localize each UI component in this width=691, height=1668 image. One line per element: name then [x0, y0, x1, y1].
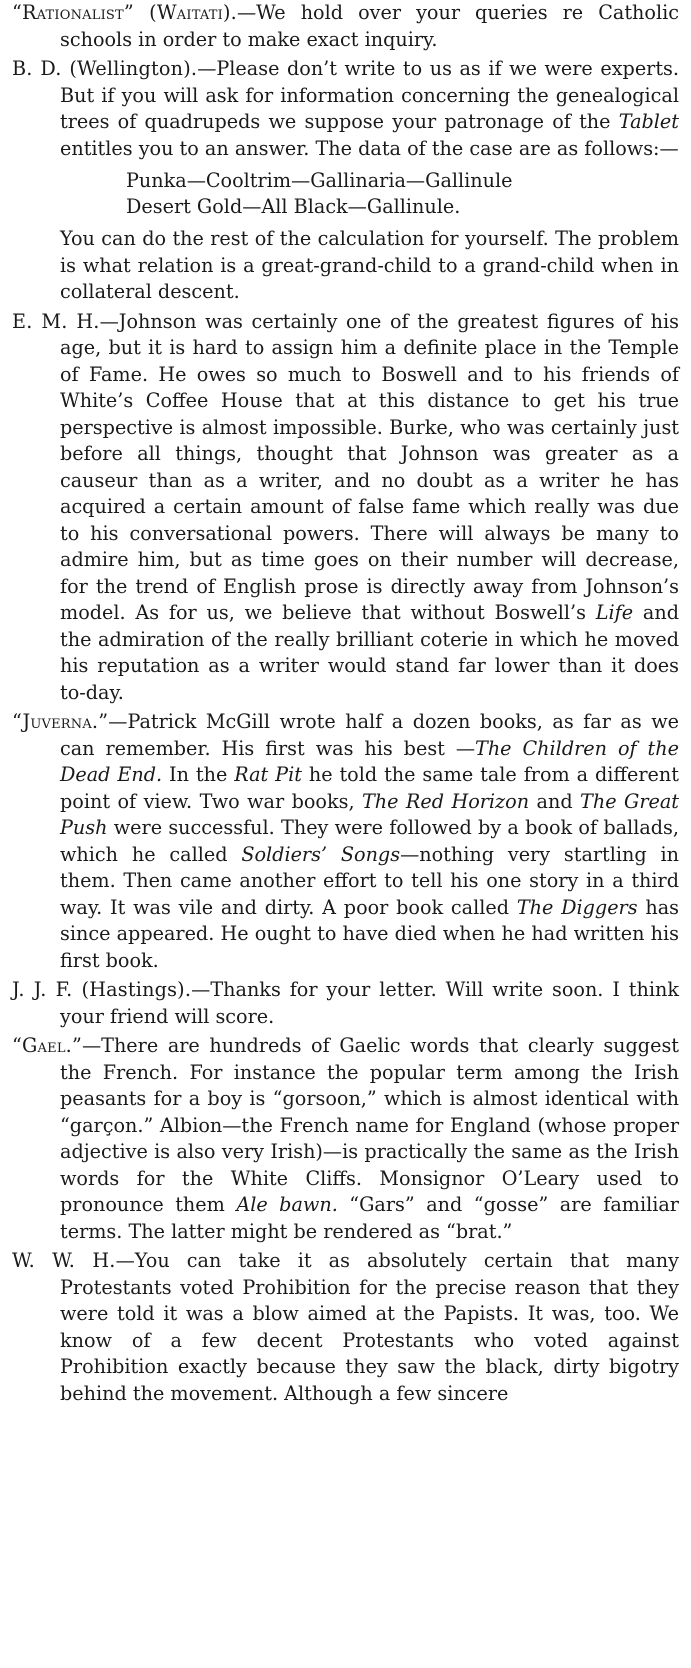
italic-title: The Great Push: [60, 789, 680, 839]
entry-heading: “Juverna.”: [12, 710, 109, 733]
italic-title: The Red Horizon: [361, 789, 530, 813]
italic-title: The Diggers: [516, 895, 638, 919]
italic-title: The Children of the Dead End.: [60, 736, 679, 786]
entry-heading: J. J. F. (Hastings).: [12, 978, 192, 1001]
entry-rationalist: [8, 0, 679, 53]
entry-body: —Thanks for your letter. Will write soon. I think your friend will score.: [60, 978, 679, 1028]
entry-body: In the: [162, 763, 235, 786]
entry-body: —Johnson was certainly one of the greatest figures of his age, but it is hard to assign him a definite place in the Temple of Fame. He owes so much to Boswell and to his friends of White’s Coffee House that at this distance to get his true perspective is almost impossible. Burke, who was certainly just before all things, thought that Johnson was greater as a causeur than as a writer, and no doubt as a writer he has acquired a certain amount of false fame which really was due to his conversational powers. There will always be many to admire him, but as time goes on their number will decrease, for the trend of English prose is directly away from Johnson’s model. As for us, we believe that without Boswell’s: [60, 309, 679, 624]
entry-heading: W. W. H.: [12, 1249, 116, 1272]
entry-body: and: [529, 789, 581, 813]
entry-body: —You can take it as absolutely certain that many Protestants voted Prohibition for the precise reason that they were told it was a blow aimed at the Papists. It was, too. We know of a few decent Protestants who voted against Prohibition exactly because they saw the black, dirty bigotry behind the movement. Although a few sincere: [60, 1249, 680, 1405]
entry-body: “Gars” and “gosse” are familiar terms. The latter might be rendered as “brat.”: [60, 1193, 679, 1243]
entry-emh: [8, 309, 679, 707]
entry-body: and the admiration of the really brilliant coterie in which he moved his reputation as a writer would stand far lower than it does to-day.: [60, 601, 679, 704]
entry-body: —nothing very startling in them. Then came another effort to tell his one story in a third way. It was vile and dirty. A poor book called: [60, 842, 680, 919]
entry-body: entitles you to an answer. The data of the case are as follows:—: [60, 136, 679, 160]
entry-wwh: [8, 1248, 679, 1407]
entry-body: —Please don’t write to us as if we were experts. But if you will ask for information concerning the genealogical trees of quadrupeds we suppose your patronage of the: [60, 57, 679, 133]
entry-body: —There are hundreds of Gaelic words that clearly suggest the French. For instance the popular term among the Irish peasants for a boy is “gorsoon,” which is almost identical with “garçon.” Albion—the French name for England (whose proper adjective is also very Irish)—is practically the same as the Irish words for the White Cliffs. Monsignor O’Leary used to pronounce them: [60, 1034, 679, 1216]
entry-body: has since appeared. He ought to have died when he had written his first book.: [60, 895, 679, 972]
entry-heading: B. D. (Wellington).: [12, 57, 198, 80]
entry-juverna: [8, 709, 679, 974]
italic-title: Soldiers’ Songs: [241, 842, 401, 866]
entry-body: were successful. They were followed by a book of ballads, which he called: [60, 816, 679, 866]
italic-title: Life: [595, 601, 634, 624]
entry-heading: E. M. H.: [12, 309, 100, 333]
entry-heading: “Gael.”: [12, 1034, 82, 1057]
entry-body: he told the same tale from a different point of view. Two war books,: [60, 763, 679, 813]
entry-gael: [8, 1033, 679, 1245]
entry-jjf-hastings: [8, 977, 679, 1030]
italic-title: Ale bawn.: [236, 1193, 338, 1216]
entry-paragraph: You can do the rest of the calculation for yourself. The problem is what relation is a great-grand-child to a grand-child when in collateral descent.: [60, 227, 679, 303]
italic-title: Rat Pit: [234, 763, 302, 786]
italic-title: Tablet: [618, 110, 679, 133]
entry-body: —Patrick McGill wrote half a dozen books, as far as we can remember. His first was his best —: [60, 710, 679, 760]
entry-bd-wellington: [8, 56, 679, 162]
entry-heading: “Rationalist” (Waitati).: [12, 1, 237, 24]
pedigree-line-1: Punka—Cooltrim—Gallinaria—Gallinule: [126, 169, 513, 192]
entry-body: —We hold over your queries re Catholic schools in order to make exact inquiry.: [60, 1, 679, 51]
pedigree-line-2: Desert Gold—All Black—Gallinule.: [126, 195, 461, 218]
